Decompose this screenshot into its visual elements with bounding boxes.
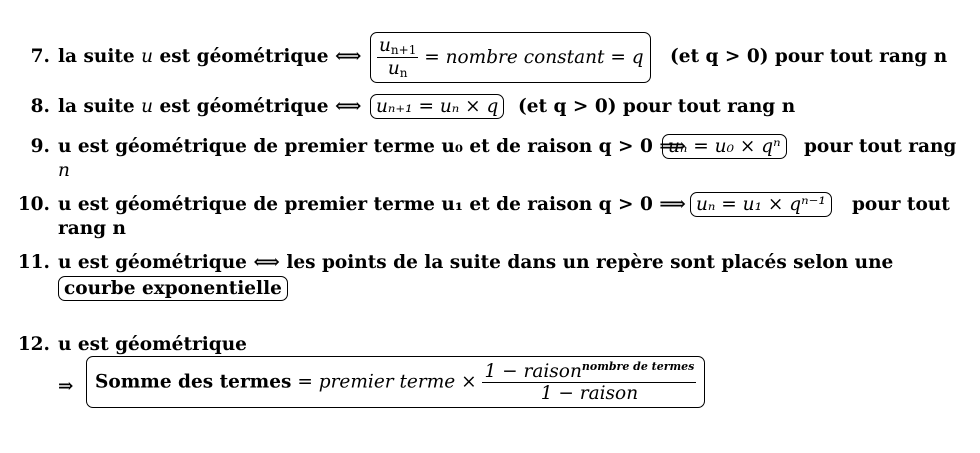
item-text: la suite <box>58 46 135 67</box>
item-number: 7. <box>30 46 50 67</box>
item-number: 10. <box>17 194 50 215</box>
var-u: u <box>141 46 154 67</box>
item-text: pour tout rang <box>804 136 957 157</box>
item-number: 9. <box>30 136 50 157</box>
item-text: rang n <box>58 218 127 239</box>
formula-box: uₙ₊₁ = uₙ × q <box>370 94 504 119</box>
item-text: la suite <box>58 96 135 117</box>
formula-box: uₙ = u₀ × qⁿ <box>662 134 787 159</box>
item-text: u est géométrique de premier terme u₁ et de raison q > 0 ⟹ <box>58 194 686 215</box>
item-8 <box>0 94 960 122</box>
item-condition: (et q > 0) pour tout rang n <box>670 46 948 67</box>
item-9 <box>0 134 960 186</box>
item-10 <box>0 192 960 244</box>
item-7 <box>0 32 960 92</box>
item-text: u est géométrique <box>58 334 247 355</box>
item-12 <box>0 334 960 420</box>
fraction: $\frac{1 - raison^{nombre de termes}}{\text{1 − raison}}$ <box>484 360 695 404</box>
item-number: 12. <box>17 334 50 355</box>
item-number: 8. <box>30 96 50 117</box>
item-text: u est géométrique ⟺ les points de la suite dans un repère sont placés selon une <box>58 252 894 273</box>
formula-box <box>86 356 705 408</box>
item-text: est géométrique ⟺ <box>159 96 362 117</box>
formula-lead: Somme des termes <box>95 371 292 393</box>
var-u: u <box>141 96 154 117</box>
formula-box: uₙ = u₁ × qⁿ⁻¹ <box>690 192 832 217</box>
implies-arrow: ⇒ <box>58 376 74 397</box>
item-text: est géométrique ⟺ <box>159 46 362 67</box>
item-11 <box>0 252 960 306</box>
var-n: n <box>58 160 70 181</box>
item-text: pour tout <box>852 194 950 215</box>
item-text: u est géométrique de premier terme u₀ et de raison q > 0 ⟹ <box>58 136 686 157</box>
formula-text: = premier terme × <box>297 371 477 393</box>
item-number: 11. <box>17 252 50 273</box>
fraction: $\frac{u_{n+1}}{u_n}$ <box>379 35 417 80</box>
item-condition: (et q > 0) pour tout rang n <box>518 96 796 117</box>
highlight-box: courbe exponentielle <box>58 276 288 301</box>
formula-box <box>370 32 651 83</box>
formula-text: = nombre constant = q <box>424 47 644 68</box>
